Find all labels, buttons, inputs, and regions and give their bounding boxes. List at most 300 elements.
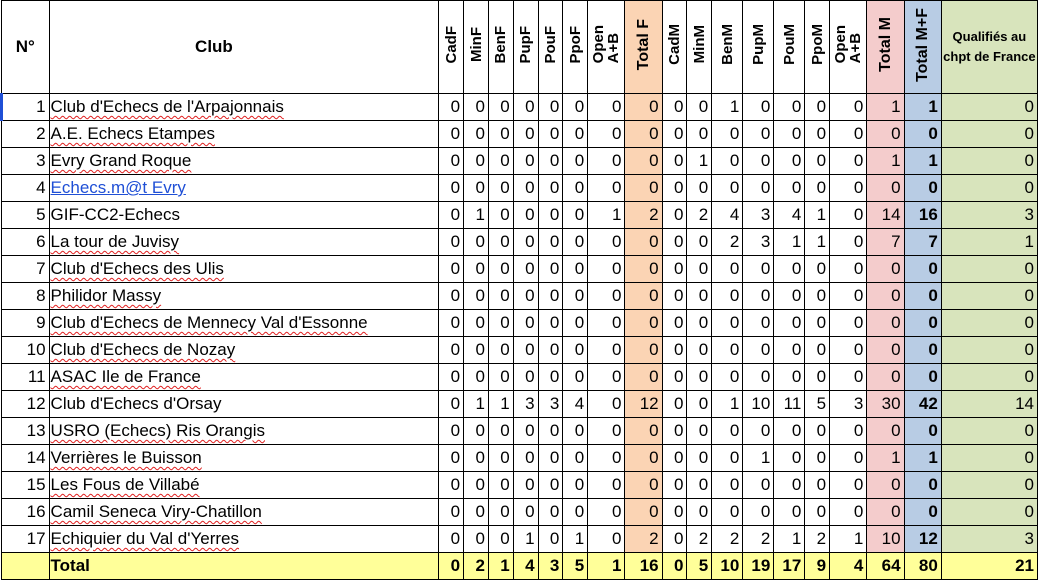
data-cell[interactable]: 0 — [625, 310, 662, 337]
data-cell[interactable]: 0 — [941, 418, 1037, 445]
data-cell[interactable]: 0 — [538, 418, 563, 445]
data-cell[interactable]: 0 — [805, 121, 830, 148]
data-cell[interactable]: 0 — [904, 499, 941, 526]
data-cell[interactable]: 0 — [439, 526, 464, 553]
data-cell[interactable]: 0 — [513, 202, 538, 229]
data-cell[interactable]: 3 — [538, 391, 563, 418]
data-cell[interactable]: 0 — [439, 445, 464, 472]
data-cell[interactable]: 14 — [941, 391, 1037, 418]
data-cell[interactable]: 1 — [563, 526, 588, 553]
total-cell[interactable]: 3 — [538, 553, 563, 580]
data-cell[interactable]: 0 — [625, 256, 662, 283]
header-qualified[interactable]: Qualifiés au chpt de France — [941, 1, 1037, 94]
data-cell[interactable]: 0 — [439, 121, 464, 148]
data-cell[interactable]: 0 — [941, 283, 1037, 310]
data-cell[interactable]: 3 — [941, 526, 1037, 553]
data-cell[interactable]: 0 — [439, 337, 464, 364]
data-cell[interactable]: 0 — [743, 94, 774, 121]
data-cell[interactable]: 0 — [830, 337, 867, 364]
data-cell[interactable]: 7 — [867, 229, 904, 256]
data-cell[interactable]: 0 — [439, 364, 464, 391]
data-cell[interactable]: 0 — [662, 148, 687, 175]
data-cell[interactable]: 0 — [439, 283, 464, 310]
club-name-cell[interactable] — [49, 418, 439, 445]
data-cell[interactable]: 0 — [439, 256, 464, 283]
club-name-cell[interactable] — [49, 499, 439, 526]
data-cell[interactable]: 0 — [625, 472, 662, 499]
data-cell[interactable]: 0 — [464, 283, 489, 310]
data-cell[interactable]: 1 — [867, 94, 904, 121]
data-cell[interactable]: 2 — [687, 202, 712, 229]
data-cell[interactable]: 0 — [805, 310, 830, 337]
data-cell[interactable]: 0 — [743, 175, 774, 202]
data-cell[interactable]: 0 — [687, 94, 712, 121]
data-cell[interactable]: 0 — [662, 256, 687, 283]
data-cell[interactable]: 0 — [538, 256, 563, 283]
data-cell[interactable]: 0 — [563, 256, 588, 283]
data-cell[interactable]: 0 — [464, 256, 489, 283]
header-ppom[interactable] — [805, 1, 830, 94]
club-name-link[interactable]: Echecs.m@t Evry — [50, 178, 186, 197]
data-cell[interactable]: 0 — [904, 283, 941, 310]
data-cell[interactable]: 0 — [588, 391, 625, 418]
data-cell[interactable]: 0 — [687, 337, 712, 364]
data-cell[interactable]: 0 — [439, 391, 464, 418]
header-cadf[interactable] — [439, 1, 464, 94]
data-cell[interactable]: 14 — [867, 202, 904, 229]
row-number[interactable]: 3 — [2, 148, 50, 175]
data-cell[interactable]: 0 — [662, 310, 687, 337]
data-cell[interactable]: 0 — [513, 94, 538, 121]
data-cell[interactable]: 0 — [743, 121, 774, 148]
data-cell[interactable]: 0 — [904, 121, 941, 148]
row-number[interactable]: 17 — [2, 526, 50, 553]
data-cell[interactable]: 0 — [563, 445, 588, 472]
data-cell[interactable]: 0 — [867, 121, 904, 148]
data-cell[interactable]: 0 — [867, 472, 904, 499]
data-cell[interactable]: 0 — [464, 148, 489, 175]
club-name-cell[interactable] — [49, 445, 439, 472]
total-cell[interactable]: 1 — [588, 553, 625, 580]
data-cell[interactable]: 0 — [712, 310, 743, 337]
data-cell[interactable]: 0 — [687, 256, 712, 283]
data-cell[interactable]: 0 — [439, 499, 464, 526]
data-cell[interactable]: 0 — [712, 256, 743, 283]
data-cell[interactable]: 0 — [464, 499, 489, 526]
data-cell[interactable]: 0 — [513, 256, 538, 283]
data-cell[interactable]: 0 — [830, 175, 867, 202]
data-cell[interactable]: 0 — [805, 148, 830, 175]
total-cell[interactable]: 16 — [625, 553, 662, 580]
header-total-mf[interactable] — [904, 1, 941, 94]
data-cell[interactable]: 10 — [743, 391, 774, 418]
data-cell[interactable]: 0 — [867, 283, 904, 310]
header-ppof[interactable] — [563, 1, 588, 94]
data-cell[interactable]: 0 — [538, 364, 563, 391]
data-cell[interactable]: 0 — [743, 310, 774, 337]
data-cell[interactable]: 0 — [588, 175, 625, 202]
data-cell[interactable]: 0 — [805, 94, 830, 121]
row-number[interactable]: 10 — [2, 337, 50, 364]
data-cell[interactable]: 0 — [774, 283, 805, 310]
data-cell[interactable]: 0 — [867, 256, 904, 283]
data-cell[interactable]: 0 — [538, 94, 563, 121]
data-cell[interactable]: 0 — [513, 283, 538, 310]
data-cell[interactable]: 0 — [464, 445, 489, 472]
data-cell[interactable]: 0 — [538, 472, 563, 499]
data-cell[interactable]: 1 — [464, 202, 489, 229]
total-cell[interactable]: 4 — [830, 553, 867, 580]
data-cell[interactable]: 0 — [904, 310, 941, 337]
data-cell[interactable]: 0 — [904, 418, 941, 445]
total-cell[interactable]: 19 — [743, 553, 774, 580]
data-cell[interactable]: 0 — [488, 229, 513, 256]
club-name-cell[interactable] — [49, 256, 439, 283]
data-cell[interactable]: 0 — [687, 391, 712, 418]
data-cell[interactable]: 0 — [464, 526, 489, 553]
data-cell[interactable]: 0 — [625, 337, 662, 364]
data-cell[interactable]: 0 — [513, 175, 538, 202]
total-cell[interactable]: 0 — [662, 553, 687, 580]
data-cell[interactable]: 0 — [588, 148, 625, 175]
data-cell[interactable]: 0 — [588, 256, 625, 283]
data-cell[interactable]: 0 — [830, 94, 867, 121]
data-cell[interactable]: 0 — [588, 472, 625, 499]
data-cell[interactable]: 2 — [687, 526, 712, 553]
data-cell[interactable]: 0 — [805, 175, 830, 202]
data-cell[interactable]: 0 — [830, 472, 867, 499]
data-cell[interactable]: 0 — [904, 337, 941, 364]
data-cell[interactable]: 0 — [805, 337, 830, 364]
data-cell[interactable]: 7 — [904, 229, 941, 256]
data-cell[interactable]: 0 — [662, 526, 687, 553]
data-cell[interactable]: 0 — [805, 256, 830, 283]
club-name-cell[interactable] — [49, 337, 439, 364]
total-cell[interactable]: 21 — [941, 553, 1037, 580]
data-cell[interactable]: 0 — [563, 229, 588, 256]
data-cell[interactable]: 0 — [488, 256, 513, 283]
data-cell[interactable]: 0 — [464, 472, 489, 499]
data-cell[interactable]: 0 — [743, 337, 774, 364]
data-cell[interactable]: 0 — [488, 202, 513, 229]
data-cell[interactable]: 0 — [743, 283, 774, 310]
data-cell[interactable]: 0 — [625, 364, 662, 391]
data-cell[interactable]: 0 — [941, 445, 1037, 472]
data-cell[interactable]: 0 — [464, 175, 489, 202]
data-cell[interactable]: 0 — [488, 175, 513, 202]
total-cell[interactable]: 64 — [867, 553, 904, 580]
data-cell[interactable]: 1 — [712, 391, 743, 418]
data-cell[interactable]: 0 — [805, 418, 830, 445]
data-cell[interactable]: 0 — [904, 175, 941, 202]
row-number[interactable]: 12 — [2, 391, 50, 418]
data-cell[interactable]: 0 — [774, 175, 805, 202]
data-cell[interactable]: 0 — [712, 283, 743, 310]
data-cell[interactable]: 0 — [774, 310, 805, 337]
data-cell[interactable]: 0 — [625, 418, 662, 445]
data-cell[interactable]: 0 — [867, 364, 904, 391]
row-number[interactable]: 6 — [2, 229, 50, 256]
data-cell[interactable]: 0 — [588, 499, 625, 526]
data-cell[interactable]: 0 — [662, 445, 687, 472]
data-cell[interactable]: 0 — [488, 121, 513, 148]
data-cell[interactable]: 0 — [563, 175, 588, 202]
data-cell[interactable]: 0 — [712, 445, 743, 472]
row-number[interactable]: 7 — [2, 256, 50, 283]
data-cell[interactable]: 0 — [941, 148, 1037, 175]
row-number[interactable]: 16 — [2, 499, 50, 526]
data-cell[interactable]: 0 — [830, 418, 867, 445]
data-cell[interactable]: 4 — [774, 202, 805, 229]
data-cell[interactable]: 0 — [513, 148, 538, 175]
data-cell[interactable]: 3 — [513, 391, 538, 418]
data-cell[interactable]: 0 — [625, 283, 662, 310]
data-cell[interactable]: 0 — [563, 148, 588, 175]
data-cell[interactable]: 0 — [712, 121, 743, 148]
data-cell[interactable]: 0 — [774, 94, 805, 121]
data-cell[interactable]: 0 — [563, 472, 588, 499]
data-cell[interactable]: 30 — [867, 391, 904, 418]
data-cell[interactable]: 0 — [439, 94, 464, 121]
row-number[interactable]: 14 — [2, 445, 50, 472]
data-cell[interactable]: 1 — [941, 229, 1037, 256]
data-cell[interactable]: 0 — [941, 175, 1037, 202]
data-cell[interactable]: 0 — [563, 364, 588, 391]
data-cell[interactable]: 0 — [488, 94, 513, 121]
data-cell[interactable]: 0 — [805, 364, 830, 391]
total-cell[interactable]: 0 — [439, 553, 464, 580]
data-cell[interactable]: 1 — [464, 391, 489, 418]
data-cell[interactable]: 0 — [488, 526, 513, 553]
data-cell[interactable]: 0 — [538, 526, 563, 553]
data-cell[interactable]: 0 — [464, 310, 489, 337]
data-cell[interactable]: 3 — [743, 202, 774, 229]
data-cell[interactable]: 0 — [687, 418, 712, 445]
club-name-cell[interactable] — [49, 364, 439, 391]
data-cell[interactable]: 0 — [687, 121, 712, 148]
data-cell[interactable]: 0 — [941, 256, 1037, 283]
data-cell[interactable]: 0 — [904, 472, 941, 499]
data-cell[interactable]: 0 — [774, 364, 805, 391]
row-number[interactable]: 11 — [2, 364, 50, 391]
data-cell[interactable]: 0 — [662, 472, 687, 499]
data-cell[interactable]: 0 — [662, 229, 687, 256]
data-cell[interactable]: 0 — [488, 445, 513, 472]
data-cell[interactable]: 0 — [464, 121, 489, 148]
data-cell[interactable]: 1 — [774, 526, 805, 553]
data-cell[interactable]: 0 — [563, 202, 588, 229]
data-cell[interactable]: 16 — [904, 202, 941, 229]
data-cell[interactable]: 3 — [830, 391, 867, 418]
data-cell[interactable]: 0 — [830, 310, 867, 337]
row-number[interactable]: 1 — [2, 94, 50, 121]
club-name-cell[interactable] — [49, 94, 439, 121]
row-number[interactable]: 13 — [2, 418, 50, 445]
total-cell[interactable]: 10 — [712, 553, 743, 580]
data-cell[interactable]: 0 — [687, 175, 712, 202]
data-cell[interactable]: 0 — [538, 310, 563, 337]
data-cell[interactable]: 0 — [488, 337, 513, 364]
data-cell[interactable]: 0 — [662, 175, 687, 202]
total-cell[interactable]: 1 — [488, 553, 513, 580]
data-cell[interactable]: 0 — [588, 310, 625, 337]
data-cell[interactable]: 0 — [588, 418, 625, 445]
club-name-cell[interactable] — [49, 283, 439, 310]
data-cell[interactable]: 0 — [867, 499, 904, 526]
data-cell[interactable]: 5 — [805, 391, 830, 418]
data-cell[interactable]: 1 — [687, 148, 712, 175]
data-cell[interactable]: 1 — [588, 202, 625, 229]
data-cell[interactable]: 0 — [625, 175, 662, 202]
data-cell[interactable]: 0 — [941, 364, 1037, 391]
data-cell[interactable]: 0 — [662, 364, 687, 391]
data-cell[interactable]: 0 — [439, 229, 464, 256]
data-cell[interactable]: 0 — [687, 472, 712, 499]
data-cell[interactable]: 0 — [830, 283, 867, 310]
data-cell[interactable]: 0 — [662, 337, 687, 364]
data-cell[interactable]: 0 — [563, 337, 588, 364]
data-cell[interactable]: 0 — [867, 310, 904, 337]
data-cell[interactable]: 0 — [867, 175, 904, 202]
total-cell[interactable]: 5 — [687, 553, 712, 580]
data-cell[interactable]: 1 — [904, 94, 941, 121]
header-total-m[interactable] — [867, 1, 904, 94]
data-cell[interactable]: 1 — [904, 148, 941, 175]
data-cell[interactable]: 0 — [743, 256, 774, 283]
data-cell[interactable]: 0 — [625, 94, 662, 121]
data-cell[interactable]: 0 — [774, 148, 805, 175]
data-cell[interactable]: 2 — [743, 526, 774, 553]
data-cell[interactable]: 0 — [588, 445, 625, 472]
data-cell[interactable]: 0 — [513, 499, 538, 526]
data-cell[interactable]: 0 — [488, 499, 513, 526]
total-cell[interactable]: 9 — [805, 553, 830, 580]
data-cell[interactable]: 0 — [563, 121, 588, 148]
data-cell[interactable]: 0 — [538, 229, 563, 256]
header-club[interactable]: Club — [49, 1, 439, 94]
club-name-cell[interactable] — [49, 148, 439, 175]
total-row-number[interactable] — [2, 553, 50, 580]
data-cell[interactable]: 0 — [488, 310, 513, 337]
data-cell[interactable]: 0 — [488, 472, 513, 499]
data-cell[interactable]: 0 — [563, 283, 588, 310]
data-cell[interactable]: 0 — [743, 364, 774, 391]
data-cell[interactable]: 0 — [662, 499, 687, 526]
data-cell[interactable]: 0 — [464, 94, 489, 121]
data-cell[interactable]: 0 — [513, 445, 538, 472]
data-cell[interactable]: 0 — [805, 283, 830, 310]
data-cell[interactable]: 0 — [464, 418, 489, 445]
data-cell[interactable]: 0 — [439, 202, 464, 229]
data-cell[interactable]: 0 — [830, 499, 867, 526]
header-cadm[interactable] — [662, 1, 687, 94]
data-cell[interactable]: 1 — [488, 391, 513, 418]
header-poum[interactable] — [774, 1, 805, 94]
data-cell[interactable]: 0 — [662, 283, 687, 310]
data-cell[interactable]: 0 — [625, 121, 662, 148]
data-cell[interactable]: 0 — [488, 148, 513, 175]
data-cell[interactable]: 0 — [588, 283, 625, 310]
data-cell[interactable]: 0 — [538, 337, 563, 364]
data-cell[interactable]: 0 — [464, 337, 489, 364]
data-cell[interactable]: 2 — [712, 229, 743, 256]
data-cell[interactable]: 0 — [805, 445, 830, 472]
data-cell[interactable]: 0 — [439, 175, 464, 202]
data-cell[interactable]: 0 — [774, 418, 805, 445]
data-cell[interactable]: 0 — [712, 364, 743, 391]
data-cell[interactable]: 0 — [588, 229, 625, 256]
club-name-cell[interactable] — [49, 175, 439, 202]
data-cell[interactable]: 0 — [687, 364, 712, 391]
data-cell[interactable]: 0 — [830, 121, 867, 148]
data-cell[interactable]: 0 — [513, 418, 538, 445]
data-cell[interactable]: 1 — [830, 526, 867, 553]
data-cell[interactable]: 0 — [538, 202, 563, 229]
data-cell[interactable]: 0 — [774, 472, 805, 499]
data-cell[interactable]: 1 — [805, 202, 830, 229]
data-cell[interactable]: 0 — [513, 121, 538, 148]
data-cell[interactable]: 1 — [774, 229, 805, 256]
data-cell[interactable]: 0 — [941, 310, 1037, 337]
data-cell[interactable]: 0 — [563, 418, 588, 445]
row-number[interactable]: 9 — [2, 310, 50, 337]
data-cell[interactable]: 0 — [563, 499, 588, 526]
data-cell[interactable]: 0 — [625, 148, 662, 175]
data-cell[interactable]: 0 — [439, 310, 464, 337]
header-number[interactable]: N° — [2, 1, 50, 94]
data-cell[interactable]: 0 — [538, 283, 563, 310]
header-open-m[interactable] — [830, 1, 867, 94]
data-cell[interactable]: 3 — [743, 229, 774, 256]
total-cell[interactable]: 17 — [774, 553, 805, 580]
data-cell[interactable]: 0 — [830, 364, 867, 391]
data-cell[interactable]: 0 — [488, 418, 513, 445]
data-cell[interactable]: 3 — [941, 202, 1037, 229]
data-cell[interactable]: 0 — [513, 364, 538, 391]
data-cell[interactable]: 10 — [867, 526, 904, 553]
data-cell[interactable]: 0 — [774, 121, 805, 148]
header-total-f[interactable] — [625, 1, 662, 94]
data-cell[interactable]: 1 — [867, 445, 904, 472]
data-cell[interactable]: 0 — [774, 445, 805, 472]
data-cell[interactable]: 0 — [867, 337, 904, 364]
data-cell[interactable]: 0 — [712, 337, 743, 364]
data-cell[interactable]: 0 — [538, 121, 563, 148]
data-cell[interactable]: 42 — [904, 391, 941, 418]
data-cell[interactable]: 12 — [904, 526, 941, 553]
data-cell[interactable]: 1 — [513, 526, 538, 553]
data-cell[interactable]: 0 — [774, 256, 805, 283]
header-benm[interactable] — [712, 1, 743, 94]
data-cell[interactable]: 1 — [805, 229, 830, 256]
data-cell[interactable]: 0 — [488, 283, 513, 310]
data-cell[interactable]: 0 — [464, 364, 489, 391]
data-cell[interactable]: 0 — [830, 148, 867, 175]
data-cell[interactable]: 0 — [439, 472, 464, 499]
header-open-f[interactable] — [588, 1, 625, 94]
data-cell[interactable]: 0 — [513, 337, 538, 364]
data-cell[interactable]: 0 — [941, 499, 1037, 526]
club-name-cell[interactable] — [49, 202, 439, 229]
data-cell[interactable]: 0 — [513, 229, 538, 256]
data-cell[interactable]: 0 — [830, 202, 867, 229]
data-cell[interactable]: 2 — [625, 526, 662, 553]
header-minf[interactable] — [464, 1, 489, 94]
data-cell[interactable]: 0 — [687, 499, 712, 526]
data-cell[interactable]: 0 — [830, 256, 867, 283]
data-cell[interactable]: 0 — [662, 202, 687, 229]
data-cell[interactable]: 0 — [743, 499, 774, 526]
